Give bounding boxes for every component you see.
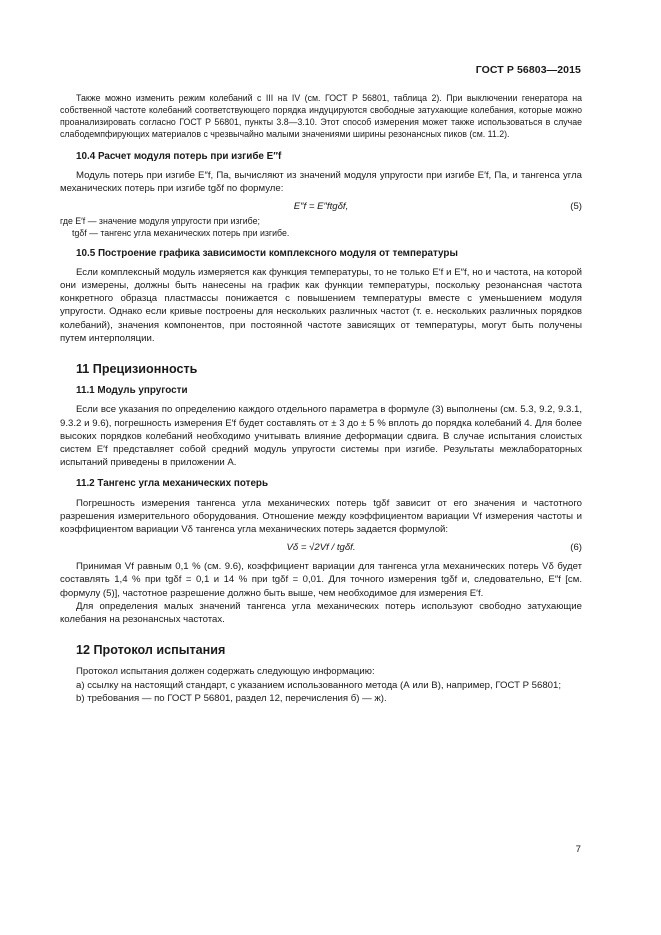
paragraph-10-5: Если комплексный модуль измеряется как функция температуры, то не только E′f и E″f, но и частота, на которой они измерены, должны быть нанесены на график как функции температуры, поскольку резонансная частота конкретного образца пластмассы понижается с повышением температуры вместе с уменьшением модуля упругости. Однако если кривые построены для нескольких различных частот (т. е. нескольких различных порядков колебаний), значения компонентов, при постоянной частоте зависящих от температуры, могут быть получены путем интерполяции. xyxy=(60,266,582,344)
paragraph-11-2-b: Принимая Vf равным 0,1 % (см. 9.6), коэффициент вариации для тангенса угла механических потерь Vδ будет составлять 1,4 % при tgδf = 0,1 и 14 % при tgδf = 0,01. Для точного измерения tgδf и, следовательно, E″f [см. формулу (5)], частотное разрешение должно быть выше, чем необходимое для измерения E′f. xyxy=(60,561,582,599)
document-body xyxy=(60,92,582,705)
formula-6-expression: Vδ = √2Vf / tgδf. xyxy=(286,542,356,554)
heading-11-2: 11.2 Тангенс угла механических потерь xyxy=(76,478,269,490)
document-code: ГОСТ Р 56803—2015 xyxy=(475,64,581,76)
page-number: 7 xyxy=(575,844,581,855)
definition-tg: tgδf — тангенс угла механических потерь при изгибе. xyxy=(72,227,290,238)
paragraph-10-4: Модуль потерь при изгибе E″f, Па, вычисляют из значений модуля упругости при изгибе E′f, Па, и тангенса угла механических потерь при изгибе tgδf по формуле: xyxy=(60,170,582,195)
formula-5-expression: E″f = E″ftgδf, xyxy=(293,200,349,212)
formula-6 xyxy=(60,540,582,556)
paragraph-11-1: Если все указания по определению каждого отдельного параметра в формуле (3) выполнены (см. 5.3, 9.2, 9.3.1, 9.3.2 и 9.6), погрешность измерения E′f будет составлять от ± 3 до ± 5 % вплоть до порядка колебаний 4. Для более высоких порядков колебаний необходимо учитывать влияние деформации сдвига. В случае испытания слоистых систем E′f представляет собой средний модуль упругости системы при изгибе. Результаты межлабораторных испытаний приведены в приложении А. xyxy=(60,404,582,469)
heading-11: 11 Прецизионность xyxy=(76,362,198,377)
formula-5 xyxy=(60,199,582,215)
heading-11-1: 11.1 Модуль упругости xyxy=(76,385,188,397)
formula-6-number: (6) xyxy=(570,542,582,554)
paragraph-11-2-c: Для определения малых значений тангенса угла механических потерь используют свободно затухающие колебания на резонансных частотах. xyxy=(60,600,582,626)
intro-paragraph: Также можно изменить режим колебаний с III на IV (см. ГОСТ Р 56801, таблица 2). При выключении генератора на собственной частоте колебаний соответствующего порядка индуцируются свободные затухающие колебания, которые можно проанализировать согласно ГОСТ Р 56801, пункты 3.8—3.10. Этот способ измерения может также использоваться в случае слабодемпфирующих материалов с чрезвычайно малыми значениями ширины резонансных пиков (см. 11.2). xyxy=(60,93,582,139)
list-item-b: b) требования — по ГОСТ Р 56801, раздел 12, перечисления б) — ж). xyxy=(76,692,387,704)
list-item-a: a) ссылку на настоящий стандарт, с указанием использованного метода (А или В), например, ГОСТ Р 56801; xyxy=(76,679,562,691)
heading-10-5: 10.5 Построение графика зависимости комплексного модуля от температуры xyxy=(76,247,458,259)
paragraph-12: Протокол испытания должен содержать следующую информацию: xyxy=(76,666,375,678)
definition-ef: где E′f — значение модуля упругости при изгибе; xyxy=(60,215,260,226)
formula-5-number: (5) xyxy=(570,200,582,212)
paragraph-11-2: Погрешность измерения тангенса угла механических потерь tgδf зависит от его значения и частотного разрешения измерительного оборудования. Отношение между коэффициентом вариации Vf измерения частоты и коэффициентом вариации Vδ тангенса угла механических потерь задается формулой: xyxy=(60,497,582,536)
heading-12: 12 Протокол испытания xyxy=(76,643,226,658)
heading-10-4: 10.4 Расчет модуля потерь при изгибе E″f xyxy=(76,151,282,162)
